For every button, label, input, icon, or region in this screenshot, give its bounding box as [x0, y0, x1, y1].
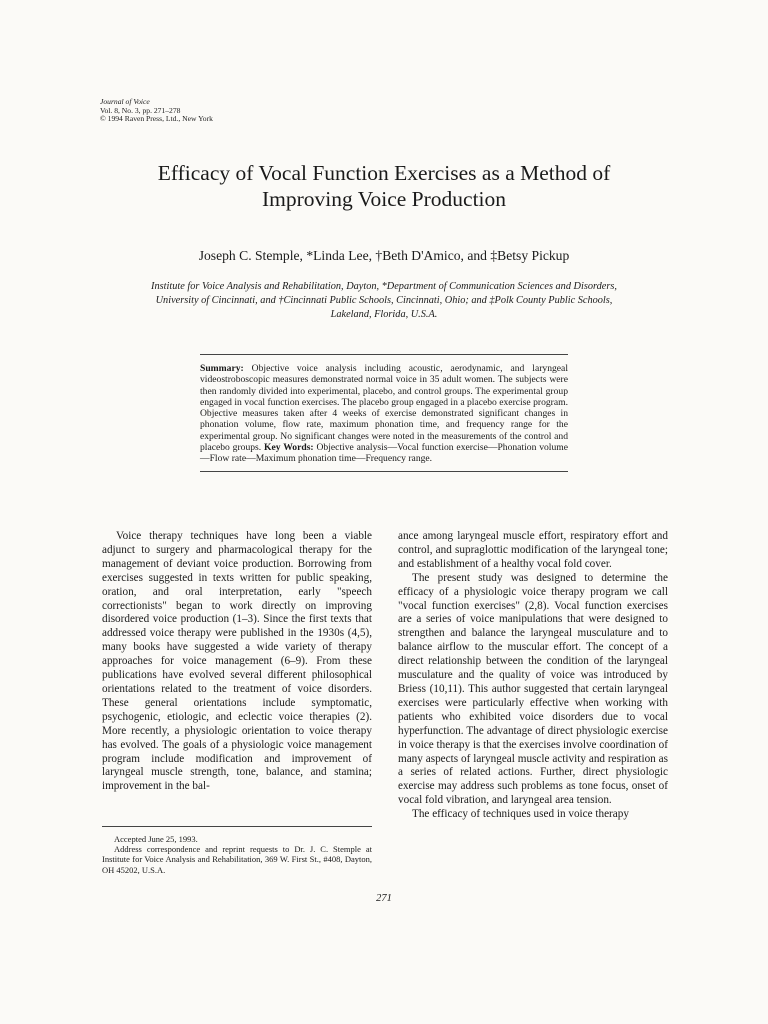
footnote-accepted: Accepted June 25, 1993.	[114, 834, 198, 844]
keywords-label: Key Words:	[264, 442, 314, 454]
summary-label: Summary:	[200, 363, 244, 374]
affiliation-line-3: Lakeland, Florida, U.S.A.	[330, 309, 438, 320]
body-column-left	[102, 530, 372, 794]
body-column-right	[398, 530, 668, 822]
abstract-box	[200, 354, 568, 472]
journal-copyright: © 1994 Raven Press, Ltd., New York	[100, 114, 213, 124]
keywords-text: Objective analysis—Vocal function exercise—Phonation volume—Flow rate—Maximum phonation time—Frequency range.	[200, 442, 568, 465]
affiliation-line-2: University of Cincinnati, and †Cincinnati Public Schools, Cincinnati, Ohio; and ‡Polk County Public Schools,	[155, 295, 613, 306]
title-line-1: Efficacy of Vocal Function Exercises as a Method of	[157, 161, 611, 185]
author-list: Joseph C. Stemple, *Linda Lee, †Beth D'Amico, and ‡Betsy Pickup	[198, 248, 570, 263]
journal-volume: Vol. 8, No. 3, pp. 271–278	[100, 105, 181, 115]
page-number: 271	[376, 893, 392, 904]
body-paragraph: The efficacy of techniques used in voice therapy	[412, 808, 629, 821]
body-paragraph: Voice therapy techniques have long been a viable adjunct to surgery and pharmacological therapy for the management of deviant voice production. Borrowing from exercises suggested in texts written for public speaking, oration, and oral interpretation, early "speech correctionists" began to work directly on improving disordered voice production (1–3). Since the first texts that addressed voice therapy were published in the 1930s (4,5), many books have suggested a wide variety of therapy approaches for voice management (6–9). From these publications have evolved several different philosophical orientations related to the treatment of voice disorders. These general orientations include symptomatic, psychogenic, etiologic, and eclectic voice therapies (2). More recently, a physiologic orientation to voice therapy has evolved. The goals of a physiologic voice management program include modification and improvement of laryngeal muscle strength, tone, balance, and stamina; improvement in the bal-	[102, 530, 372, 793]
journal-name: Journal of Voice	[100, 97, 150, 106]
body-paragraph: ance among laryngeal muscle effort, respiratory effort and control, and supraglottic modification of the laryngeal tone; and establishment of a healthy vocal fold cover.	[398, 530, 668, 570]
footnote	[102, 826, 372, 875]
article-title	[60, 160, 708, 212]
title-line-2: Improving Voice Production	[261, 187, 507, 211]
body-paragraph: The present study was designed to determine the efficacy of a physiologic voice therapy program we call "vocal function exercises" (2,8). Vocal function exercises are a series of voice manipulations that were designed to strengthen and balance the laryngeal musculature and to balance airflow to the muscular effort. The concept of a direct relationship between the condition of the laryngeal musculature and the quality of voice was introduced by Briess (10,11). This author suggested that certain laryngeal exercises were particularly effective when working with patients who exhibited voice disorders due to vocal hyperfunction. The advantage of direct physiologic exercise in voice therapy is that the exercises involve coordination of many aspects of laryngeal muscle activity and respiration as a series of related actions. Further, direct physiologic exercise may address such problems as tone focus, onset of vocal fold vibration, and laryngeal area tension.	[398, 571, 668, 807]
affiliations	[96, 280, 672, 322]
journal-header	[100, 98, 213, 124]
summary-text: Objective voice analysis including acoustic, aerodynamic, and laryngeal videostroboscopic measures demonstrated normal voice in 35 adult women. The subjects were then randomly divided into experimental, placebo, and control groups. The experimental group engaged in vocal function exercises. The placebo group engaged in a placebo exercise program. Objective measures taken after 4 weeks of exercise demonstrated significant changes in phonation volume, flow rate, maximum phonation time, and frequency range for the experimental group. No significant changes were noted in the measurements of the control and placebo groups.	[200, 363, 568, 454]
affiliation-line-1: Institute for Voice Analysis and Rehabilitation, Dayton, *Department of Communication Sciences and Disorders,	[151, 281, 617, 292]
footnote-address: Address correspondence and reprint requests to Dr. J. C. Stemple at Institute for Voice Analysis and Rehabilitation, 369 W. First St., #408, Dayton, OH 45202, U.S.A.	[102, 844, 372, 875]
